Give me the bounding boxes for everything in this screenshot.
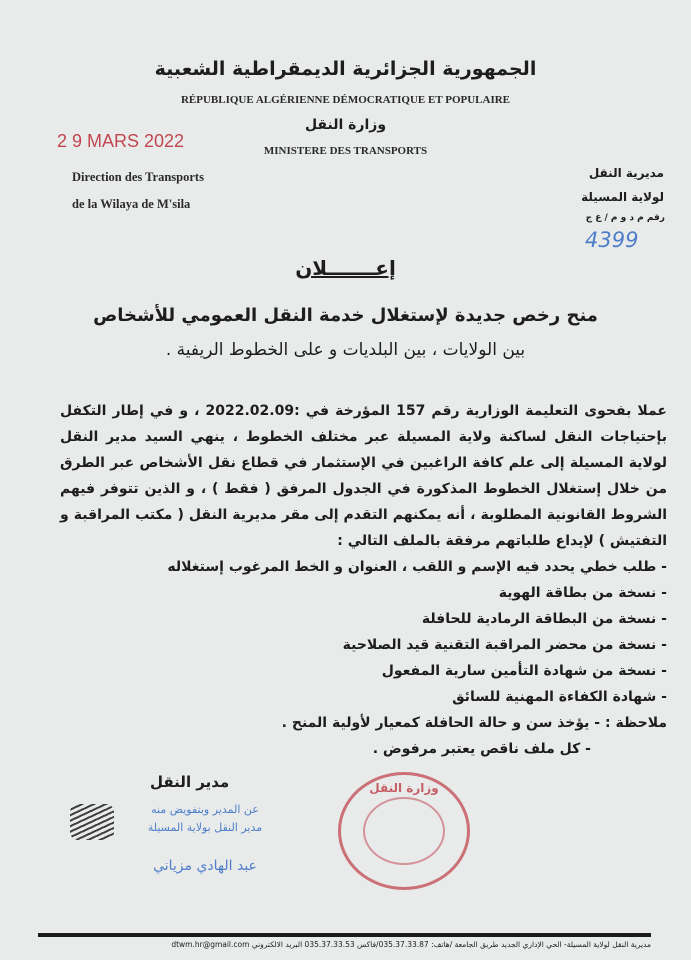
direction-ar-2: لولاية المسيلة <box>581 190 664 204</box>
ministry-fr: MINISTERE DES TRANSPORTS <box>263 145 428 157</box>
signatory-name: عبد الهادي مزياني <box>153 858 257 874</box>
signature-title: مدير النقل <box>150 773 230 791</box>
footer-divider <box>38 933 651 937</box>
handwritten-signature <box>70 804 114 840</box>
official-stamp <box>338 772 470 890</box>
announcement-body <box>60 398 667 892</box>
requirement-item: - نسخة من شهادة التأمين سارية المفعول <box>381 663 667 679</box>
delegation-1: عن المدير وبتفويض منه <box>151 803 259 816</box>
note-2: - كل ملف ناقص يعتبر مرفوض . <box>372 741 591 757</box>
body-line: النقل لساكنة ولاية المسيلة عبر مختلف الخطوط ، ينهي السيد مدير النقل لولاية المسيلة إلى علم <box>60 429 667 471</box>
footer-address-text: مديرية النقل لولاية المسيلة- الحي الإداري الجديد طريق الجامعة /هاتف: 035.37.33.87/فاكس 035.37.33.53 البريد الالكتروني <box>251 940 651 949</box>
ref-code: م د و م / ع ج <box>585 213 644 223</box>
requirement-item: - نسخة من محضر المراقبة التقنية قيد الصلاحية <box>342 637 667 653</box>
requirement-item: - نسخة من بطاقة الهوية <box>498 585 667 601</box>
requirement-item: - نسخة من البطاقة الرمادية للحافلة <box>421 611 667 627</box>
republic-title-ar: الجمهورية الجزائرية الديمقراطية الشعبية <box>154 58 537 80</box>
body-paragraph <box>60 398 667 554</box>
direction-ar-1: مديرية النقل <box>588 166 664 180</box>
ref-number: 4399 <box>585 228 639 252</box>
note-label: ملاحظة : <box>605 715 667 731</box>
republic-title-fr: RÉPUBLIQUE ALGÉRIENNE DÉMOCRATIQUE ET POPULAIRE <box>180 94 511 106</box>
announcement-title: إعـــــــلان <box>295 256 396 280</box>
stamp-text: وزارة النقل <box>369 781 439 795</box>
ref-label: رقم <box>646 213 665 223</box>
subject-line-1: منح رخص جديدة لإستغلال خدمة النقل العمومي للأشخاص <box>93 305 598 326</box>
subject-line-2: بين الولايات ، بين البلديات و على الخطوط الريفية . <box>165 340 526 360</box>
body-line: عملا بفحوى التعليمة الوزارية رقم 157 المؤرخة في :2022.02.09 ، و في إطار التكفل بإحتياجات <box>60 403 667 445</box>
body-line: كافة الراغبين في الإستثمار في قطاع نقل الأشخاص عبر الطرق من خلال إستغلال الخطوط <box>60 455 668 497</box>
requirement-item: - شهادة الكفاءة المهنية للسائق <box>452 689 667 705</box>
note-1 <box>60 710 667 736</box>
note-1-text: - يؤخذ سن و حالة الحافلة كمعيار لأولية المنح . <box>281 715 601 731</box>
footer-email: dtwm.hr@gmail.com <box>171 940 250 949</box>
direction-fr-1: Direction des Transports <box>72 170 204 184</box>
ministry-ar: وزارة النقل <box>304 117 387 133</box>
body-line: المذكورة في الجدول المرفق ( فقط ) ، و الذين تتوفر فيهم الشروط القانونية المطلوبة ، أنه يمكنهم <box>60 481 668 523</box>
body-line: التقدم إلى مقر مديرية النقل ( مكتب المراقبة و التفتيش ) لإيداع طلباتهم مرفقة بالملف التالي : <box>60 507 667 549</box>
reference <box>586 212 665 224</box>
direction-fr-2: de la Wilaya de M'sila <box>72 197 191 211</box>
requirement-item: - طلب خطي يحدد فيه الإسم و اللقب ، العنوان و الخط المرغوب إستغلاله <box>167 559 667 575</box>
signature-block <box>60 772 667 892</box>
footer-address <box>40 940 651 949</box>
date-stamp: 2 9 MARS 2022 <box>57 131 185 151</box>
delegation-2: مدير النقل بولاية المسيلة <box>147 821 263 834</box>
